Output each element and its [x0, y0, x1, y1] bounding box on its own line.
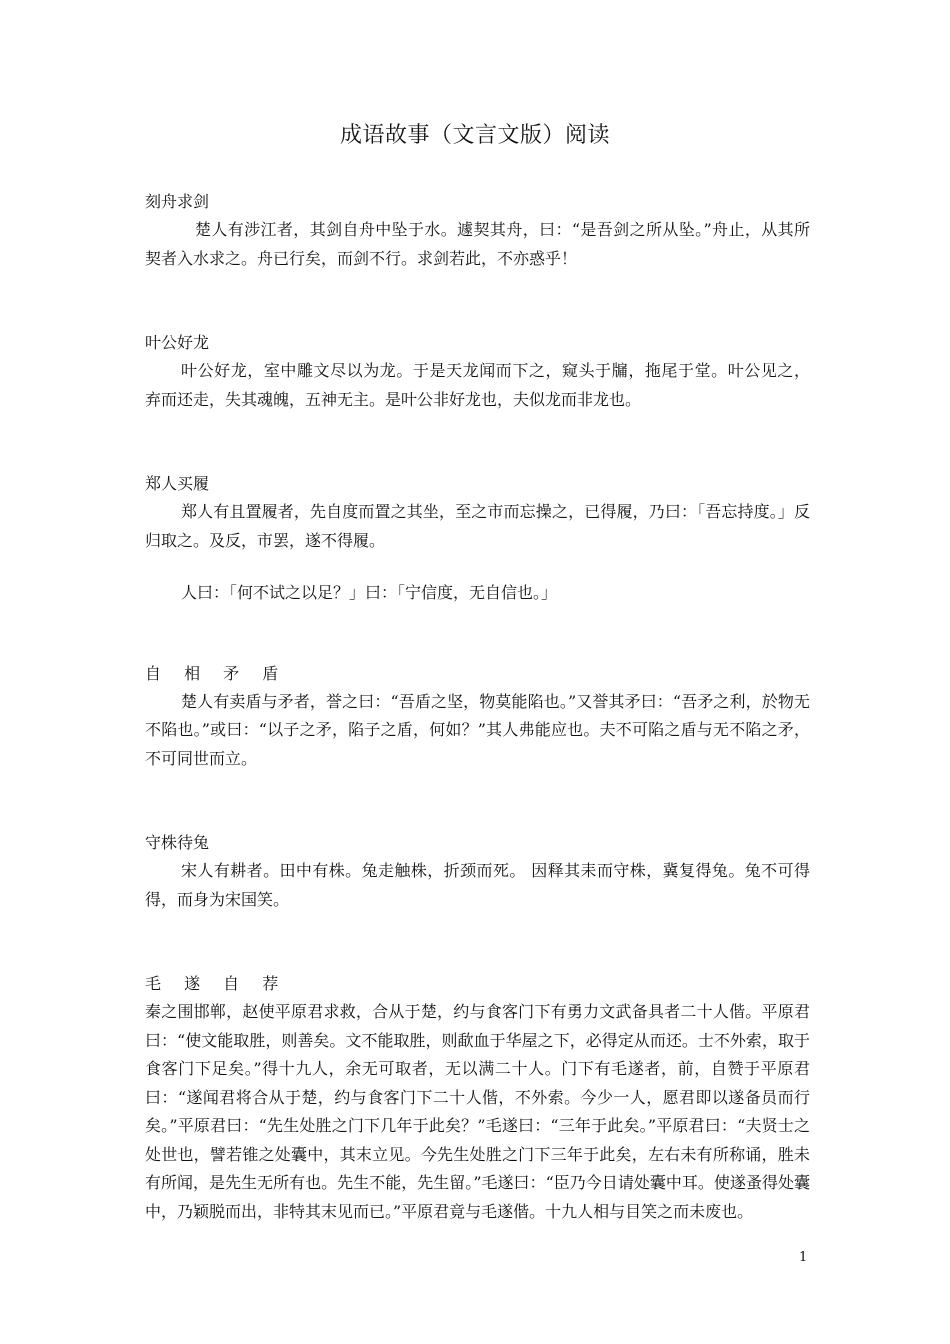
story-heading: 守株待兔 [145, 833, 210, 852]
story-section [145, 829, 810, 914]
story-heading: 自 相 矛 盾 [145, 663, 288, 683]
document-body [145, 188, 810, 1226]
story-paragraph: 秦之围邯郸，赵使平原君求救，合从于楚，约与食客门下有勇力文武备具者二十人偕。平原君曰：“使文能取胜，则善矣。文不能取胜，则歃血于华屋之下，必得定从而还。士不外索，取于食客门下足矣。”得十九人，余无可取者，无以满二十人。门下有毛遂者，前，自赞于平原君曰：“遂闻君将合从于楚，约与食客门下二十人偕，不外索。今少一人，愿君即以遂备员而行矣。”平原君曰：“先生处胜之门下几年于此矣？”毛遂曰：“三年于此矣。”平原君曰：“夫贤士之处世也，譬若锥之处囊中，其末立见。今先生处胜之门下三年于此矣，左右未有所称诵，胜未有所闻，是先生无所有也。先生不能，先生留。”毛遂曰：“臣乃今日请处囊中耳。使遂蚤得处囊中，乃颖脱而出，非特其末见而已。”平原君竟与毛遂偕。十九人相与目笑之而未废也。 [145, 1002, 810, 1221]
story-heading: 刻舟求剑 [145, 192, 210, 211]
story-section [145, 188, 810, 273]
section-spacer [145, 773, 810, 829]
section-spacer [145, 914, 810, 970]
story-paragraph: 楚人有涉江者，其剑自舟中坠于水。遽契其舟，曰：“是吾剑之所从坠。”舟止，从其所契者入水求之。舟已行矣，而剑不行。求剑若此，不亦惑乎！ [145, 220, 810, 268]
story-heading: 毛 遂 自 荐 [145, 974, 288, 993]
story-paragraph: 郑人有且置履者，先自度而置之其坐，至之市而忘操之，已得履，乃曰：「吾忘持度。」反归取之。及反，市罢，遂不得履。 [145, 502, 810, 550]
paragraph-spacer [145, 555, 810, 579]
story-heading: 郑人买履 [145, 474, 210, 493]
section-spacer [145, 273, 810, 329]
story-paragraph: 人曰：「何不试之以足？」曰：「宁信度，无自信也。」 [181, 583, 558, 602]
story-paragraph: 宋人有耕者。田中有株。兔走触株，折颈而死。 因释其耒而守株，冀复得兔。兔不可得得，而身为宋国笑。 [145, 861, 810, 909]
page-number: 1 [799, 1250, 808, 1265]
story-section [145, 970, 810, 1226]
story-paragraph: 叶公好龙，室中雕文尽以为龙。于是天龙闻而下之，窥头于牖，拖尾于堂。叶公见之， 弃而还走，失其魂魄，五神无主。是叶公非好龙也，夫似龙而非龙也。 [145, 361, 810, 409]
section-spacer [145, 608, 810, 660]
story-section [145, 470, 810, 608]
page-title: 成语故事（文言文版）阅读 [339, 123, 610, 148]
story-section [145, 329, 810, 414]
story-paragraph: 楚人有卖盾与矛者，誉之曰：“吾盾之坚，物莫能陷也。”又誉其矛曰：“吾矛之利，於物无不陷也。”或曰：“以子之矛，陷子之盾，何如？”其人弗能应也。夫不可陷之盾与无不陷之矛，不可同世而立。 [145, 691, 810, 768]
section-spacer [145, 414, 810, 470]
story-heading: 叶公好龙 [145, 333, 210, 352]
story-section [145, 660, 810, 774]
